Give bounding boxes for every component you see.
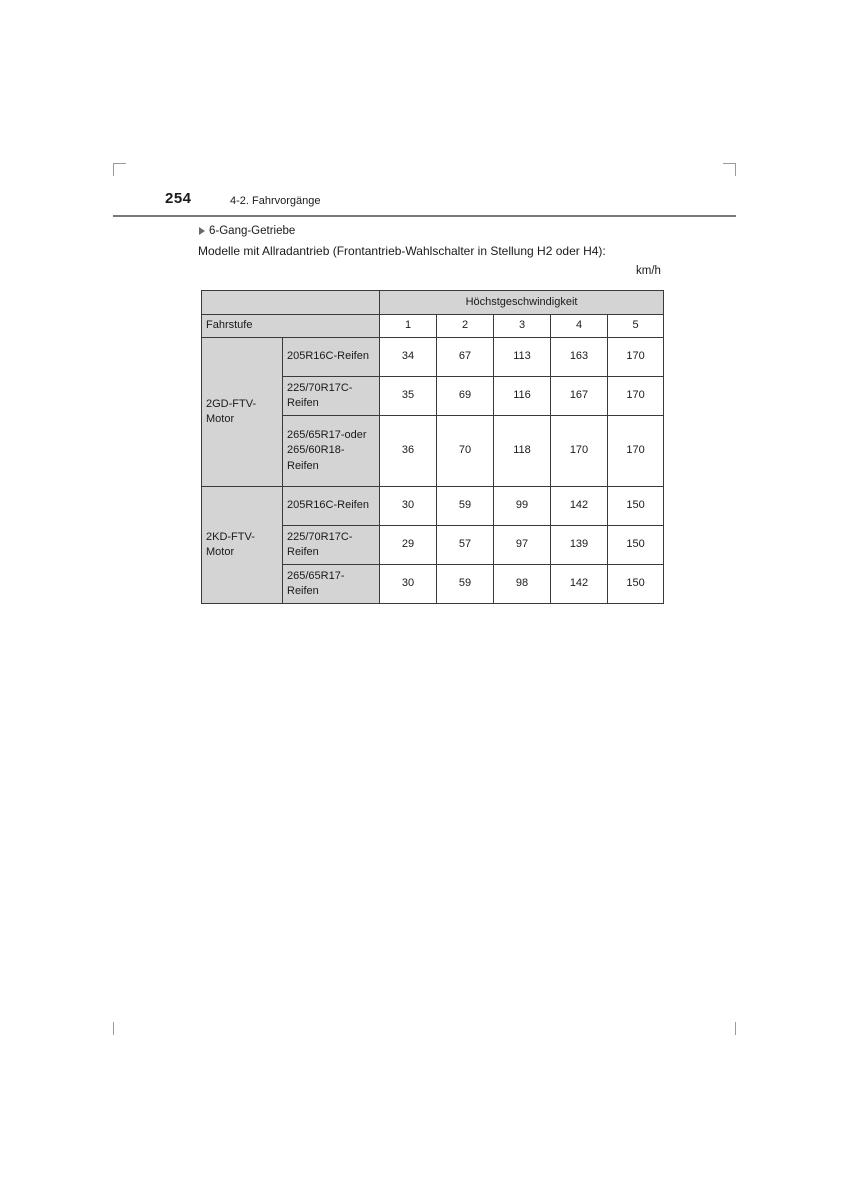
tire-cell: 205R16C-Reifen — [283, 487, 380, 526]
speed-cell: 59 — [437, 565, 494, 604]
speed-cell: 97 — [494, 526, 551, 565]
bullet-heading — [199, 225, 295, 237]
speed-cell: 139 — [551, 526, 608, 565]
section-title: 4-2. Fahrvorgänge — [230, 195, 321, 207]
gear-header-row — [202, 315, 664, 338]
gear-header-cell: 1 — [380, 315, 437, 338]
speed-cell: 118 — [494, 416, 551, 487]
table-row — [202, 338, 664, 377]
speed-cell: 163 — [551, 338, 608, 377]
speed-cell: 150 — [608, 487, 664, 526]
speed-cell: 35 — [380, 377, 437, 416]
speed-cell: 98 — [494, 565, 551, 604]
speed-cell: 142 — [551, 565, 608, 604]
speed-cell: 170 — [551, 416, 608, 487]
max-speed-header: Höchstgeschwindigkeit — [380, 291, 664, 315]
crop-mark-bottom-left — [113, 1022, 114, 1035]
speed-cell: 67 — [437, 338, 494, 377]
speed-cell: 29 — [380, 526, 437, 565]
speed-cell: 70 — [437, 416, 494, 487]
speed-cell: 113 — [494, 338, 551, 377]
gear-header-cell: 4 — [551, 315, 608, 338]
crop-mark-bottom-right — [735, 1022, 736, 1035]
speed-cell: 167 — [551, 377, 608, 416]
intro-text: Modelle mit Allradantrieb (Frontantrieb-Wahlschalter in Stellung H2 oder H4): — [198, 244, 606, 258]
engine-cell: 2GD-FTV-Motor — [202, 338, 283, 487]
speed-cell: 142 — [551, 487, 608, 526]
header-divider — [113, 215, 736, 217]
speed-cell: 150 — [608, 565, 664, 604]
speed-cell: 30 — [380, 565, 437, 604]
bullet-label: 6-Gang-Getriebe — [209, 225, 296, 237]
tire-cell: 265/65R17-oder 265/60R18-Reifen — [283, 416, 380, 487]
gear-header-cell: 5 — [608, 315, 664, 338]
speed-cell: 150 — [608, 526, 664, 565]
tire-cell: 265/65R17-Reifen — [283, 565, 380, 604]
max-speed-table — [201, 290, 664, 604]
gear-header-cell: 2 — [437, 315, 494, 338]
tire-cell: 225/70R17C-Reifen — [283, 377, 380, 416]
speed-cell: 59 — [437, 487, 494, 526]
speed-cell: 116 — [494, 377, 551, 416]
blank-header-cell — [202, 291, 380, 315]
gear-label: Fahrstufe — [202, 315, 380, 338]
triangle-bullet-icon — [199, 227, 205, 235]
speed-cell: 170 — [608, 416, 664, 487]
speed-cell: 36 — [380, 416, 437, 487]
speed-cell: 69 — [437, 377, 494, 416]
gear-header-cell: 3 — [494, 315, 551, 338]
crop-mark-top-left-v — [113, 163, 114, 176]
speed-cell: 57 — [437, 526, 494, 565]
speed-cell: 170 — [608, 338, 664, 377]
tire-cell: 205R16C-Reifen — [283, 338, 380, 377]
speed-cell: 30 — [380, 487, 437, 526]
engine-cell: 2KD-FTV-Motor — [202, 487, 283, 604]
crop-mark-top-right-h — [723, 163, 736, 164]
crop-mark-top-right-v — [735, 163, 736, 176]
crop-mark-top-left-h — [113, 163, 126, 164]
page-number: 254 — [165, 190, 192, 207]
speed-cell: 34 — [380, 338, 437, 377]
tire-cell: 225/70R17C-Reifen — [283, 526, 380, 565]
speed-cell: 170 — [608, 377, 664, 416]
table-header-row — [202, 291, 664, 315]
speed-cell: 99 — [494, 487, 551, 526]
table-row — [202, 487, 664, 526]
unit-label: km/h — [636, 265, 661, 277]
